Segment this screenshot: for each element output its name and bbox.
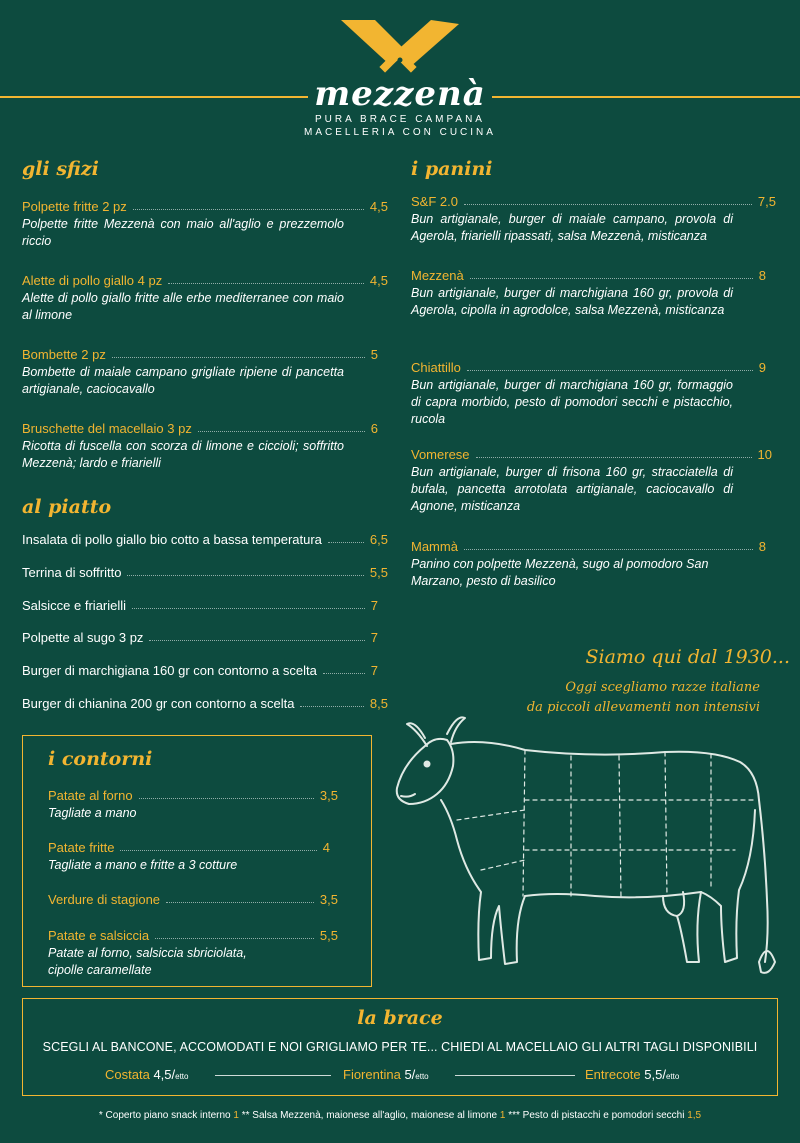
dot-leader (198, 431, 365, 432)
item-name: Burger di marchigiana 160 gr con contorno a scelta (22, 663, 317, 678)
item-name: Patate al forno (48, 788, 133, 803)
item-price: 8 (758, 268, 766, 283)
item-name: S&F 2.0 (411, 194, 458, 209)
brand-logo: mezzenà (314, 74, 486, 114)
menu-item (22, 199, 388, 250)
section-title-brace: la brace (357, 1007, 443, 1029)
item-name: Salsicce e friarielli (22, 598, 127, 613)
cut-unit: etto (415, 1072, 429, 1081)
dot-leader (132, 608, 365, 609)
dot-leader (127, 575, 363, 576)
cut-fiorentina (343, 1067, 429, 1082)
item-price: 4,5 (369, 199, 388, 214)
item-price: 7 (370, 630, 378, 645)
brace-box (22, 998, 778, 1096)
item-price: 8,5 (369, 696, 388, 711)
item-name: Chiattillo (411, 360, 461, 375)
item-price: 7 (370, 663, 378, 678)
item-name: Mezzenà (411, 268, 464, 283)
dot-leader (464, 204, 752, 205)
cut-costata (105, 1067, 188, 1082)
dot-leader (476, 457, 752, 458)
menu-item (411, 539, 766, 590)
item-price: 4,5 (369, 273, 388, 288)
menu-item (48, 840, 330, 874)
menu-item (411, 268, 766, 319)
item-description: Panino con polpette Mezzenà, sugo al pomodoro San Marzano, pesto di basilico (411, 557, 709, 588)
tagline-2: MACELLERIA CON CUCINA (304, 127, 496, 138)
menu-item (22, 630, 378, 645)
section-title-panini: i panini (411, 158, 493, 180)
menu-item (22, 663, 378, 678)
item-description: Polpette fritte Mezzenà con maio all'aglio e prezzemolo riccio (22, 217, 344, 248)
item-description: Bun artigianale, burger di frisona 160 gr, stracciatella di bufala, pancetta arrotolata artigianale, caciocavallo di Agnone, misticanza (411, 465, 733, 513)
menu-item (22, 696, 388, 711)
cut-unit: etto (665, 1072, 680, 1081)
crossed-cleavers-icon (335, 14, 465, 80)
dot-leader (467, 370, 753, 371)
item-description: Bombette di maiale campano grigliate ripiene di pancetta artigianale, caciocavallo (22, 365, 344, 396)
menu-item (48, 892, 338, 907)
cut-price: 5/ (404, 1067, 416, 1082)
dot-leader (464, 549, 753, 550)
item-name: Burger di chianina 200 gr con contorno a scelta (22, 696, 295, 711)
footnote-text: * Coperto piano snack interno (98, 1110, 234, 1121)
item-price: 6,5 (369, 532, 388, 547)
item-description: Bun artigianale, burger di maiale campano, provola di Agerola, friarielli ripassati, salsa Mezzenà, misticanza (411, 212, 733, 243)
item-name: Terrina di soffritto (22, 565, 122, 580)
item-price: 5,5 (319, 928, 338, 943)
dot-leader (323, 673, 365, 674)
dot-leader (139, 798, 314, 799)
dot-leader (470, 278, 753, 279)
section-title-piatto: al piatto (22, 496, 112, 518)
cut-entrecote (585, 1067, 679, 1082)
item-description: Tagliate a mano e fritte a 3 cotture (48, 858, 238, 872)
item-name: Verdure di stagione (48, 892, 161, 907)
cut-divider (455, 1075, 575, 1076)
menu-item (22, 565, 388, 580)
menu-item (48, 788, 338, 822)
menu-item (22, 347, 378, 398)
cut-divider (215, 1075, 331, 1076)
dot-leader (112, 357, 365, 358)
item-price: 10 (757, 447, 772, 462)
item-name: Bruschette del macellaio 3 pz (22, 421, 192, 436)
footnote-text: ** Salsa Mezzenà, maionese all'aglio, maionese al limone (238, 1110, 500, 1121)
header-rule-left (0, 96, 308, 98)
slogan-line: Oggi scegliamo razze italiane (565, 680, 760, 695)
cut-unit: etto (175, 1072, 189, 1081)
item-description: Patate al forno, salsiccia sbriciolata, cipolle caramellate (48, 946, 247, 977)
footnote-price: 1 (499, 1110, 506, 1121)
item-price: 6 (370, 421, 378, 436)
cut-name: Fiorentina (343, 1067, 401, 1082)
tagline-1: PURA BRACE CAMPANA (315, 114, 485, 125)
menu-item (411, 360, 766, 428)
item-price: 4 (322, 840, 330, 855)
item-description: Alette di pollo giallo fritte alle erbe mediterranee con maio al limone (22, 291, 344, 322)
item-price: 3,5 (319, 892, 338, 907)
dot-leader (168, 283, 364, 284)
item-price: 5,5 (369, 565, 388, 580)
brace-subtitle: SCEGLI AL BANCONE, ACCOMODATI E NOI GRIGLIAMO PER TE... CHIEDI AL MACELLAIO GLI ALTRI TAGLI DISPONIBILI (42, 1040, 758, 1054)
menu-item (48, 928, 338, 979)
dot-leader (133, 209, 364, 210)
item-name: Mammà (411, 539, 458, 554)
item-name: Alette di pollo giallo 4 pz (22, 273, 163, 288)
item-name: Patate fritte (48, 840, 115, 855)
item-description: Tagliate a mano (48, 806, 137, 820)
item-name: Bombette 2 pz (22, 347, 106, 362)
item-name: Polpette al sugo 3 pz (22, 630, 144, 645)
footnote (0, 1110, 800, 1121)
menu-item (411, 194, 776, 245)
item-price: 9 (758, 360, 766, 375)
menu-item (22, 532, 388, 547)
cut-name: Costata (105, 1067, 150, 1082)
item-description: Ricotta di fuscella con scorza di limone e ciccioli; soffritto Mezzenà; lardo e friarielli (22, 439, 344, 470)
slogan-line: da piccoli allevamenti non intensivi (526, 700, 760, 715)
dot-leader (120, 850, 316, 851)
item-name: Patate e salsiccia (48, 928, 150, 943)
menu-item (22, 273, 388, 324)
dot-leader (166, 902, 314, 903)
cow-illustration-icon (395, 700, 785, 985)
menu-item (22, 598, 378, 613)
footnote-text: *** Pesto di pistacchi e pomodori secchi (505, 1110, 688, 1121)
footnote-price: 1 (233, 1110, 239, 1121)
item-name: Polpette fritte 2 pz (22, 199, 127, 214)
dot-leader (155, 938, 314, 939)
cut-name: Entrecote (585, 1067, 641, 1082)
item-description: Bun artigianale, burger di marchigiana 160 gr, provola di Agerola, cipolla in agrodolce, salsa Mezzenà, misticanza (411, 286, 733, 317)
item-name: Insalata di pollo giallo bio cotto a bassa temperatura (22, 532, 322, 547)
slogan-heading: Siamo qui dal 1930... (585, 646, 790, 668)
item-price: 8 (758, 539, 766, 554)
header-rule-right (492, 96, 800, 98)
item-name: Vomerese (411, 447, 470, 462)
item-price: 5 (370, 347, 378, 362)
section-title-sfizi: gli sfizi (22, 158, 99, 180)
item-price: 7 (370, 598, 378, 613)
item-price: 3,5 (319, 788, 338, 803)
dot-leader (300, 706, 363, 707)
footnote-price: 1,5 (687, 1110, 702, 1121)
cut-price: 5,5/ (644, 1067, 666, 1082)
dot-leader (149, 640, 364, 641)
menu-item (22, 421, 378, 472)
menu-item (411, 447, 772, 515)
cut-price: 4,5/ (153, 1067, 176, 1082)
dot-leader (328, 542, 364, 543)
item-description: Bun artigianale, burger di marchigiana 160 gr, formaggio di capra morbido, pesto di pomodori secchi e pistacchio, rucola (411, 378, 733, 426)
section-title-contorni: i contorni (48, 748, 153, 770)
item-price: 7,5 (757, 194, 776, 209)
